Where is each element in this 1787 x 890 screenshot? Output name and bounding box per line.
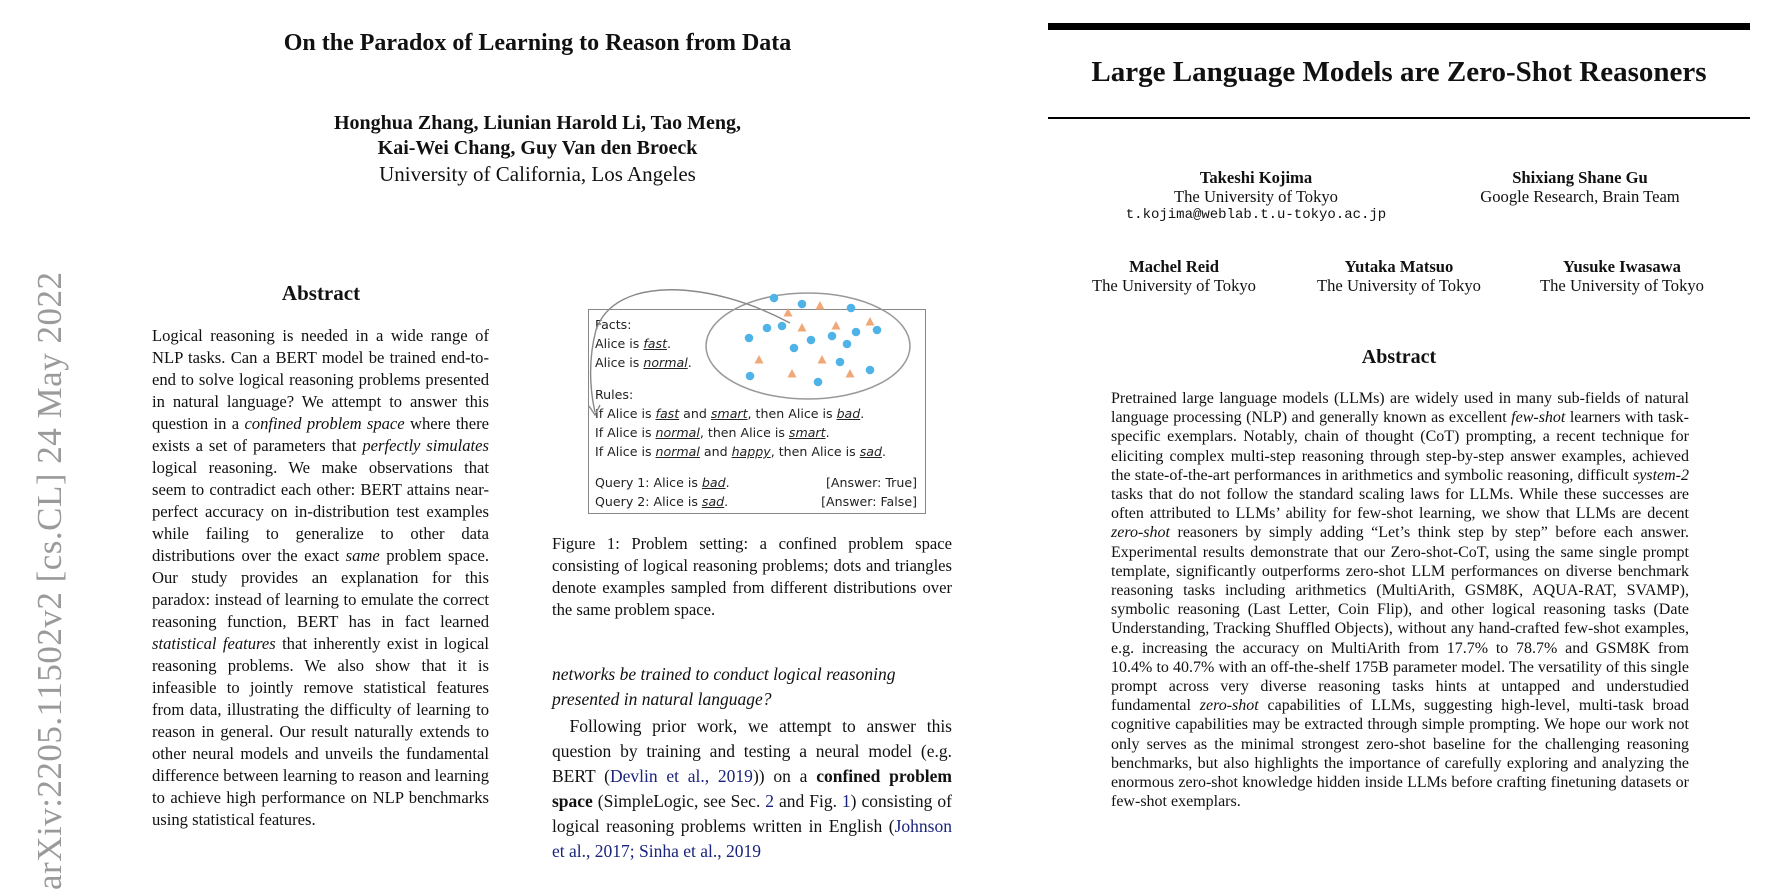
sample-triangle: [784, 308, 793, 317]
rule-2: If Alice is normal, then Alice is smart.: [595, 425, 830, 440]
sample-dot: [836, 358, 845, 367]
sample-dot: [852, 328, 861, 337]
query-2: Query 2: Alice is sad.: [595, 494, 729, 509]
author-reid: Machel Reid The University of Tokyo: [1092, 257, 1256, 295]
author-gu: Shixiang Shane Gu Google Research, Brain Team: [1480, 168, 1680, 206]
sample-dot: [778, 322, 787, 331]
sample-dot: [843, 340, 852, 349]
left-paper-title: On the Paradox of Learning to Reason from Data: [283, 30, 792, 56]
sample-marks: [745, 294, 882, 387]
sample-dot: [770, 294, 779, 303]
sample-dot: [790, 344, 799, 353]
left-body-paragraph: Following prior work, we attempt to answer this question by training and testing a neural model (e.g. BERT (Devlin et al., 2019)) on a confined problem space (SimpleLogic, see Sec. 2 and Fig. 1) consisting of logical reasoning problems written in English (Johnson et al., 2017; Sinha et al., 2019: [552, 716, 953, 861]
author-matsuo: Yutaka Matsuo The University of Tokyo: [1317, 257, 1481, 295]
author-kojima: Takeshi Kojima The University of Tokyo t.kojima@weblab.t.u-tokyo.ac.jp: [1106, 168, 1406, 225]
citation-devlin[interactable]: Devlin et al., 2019: [609, 766, 753, 786]
sample-triangle: [832, 321, 841, 330]
author-email[interactable]: t.kojima@weblab.t.u-tokyo.ac.jp: [1125, 207, 1387, 223]
sample-triangle: [798, 323, 807, 332]
rule-1: If Alice is fast and smart, then Alice is bad.: [595, 406, 865, 421]
author-iwasawa: Yusuke Iwasawa The University of Tokyo: [1540, 257, 1704, 295]
sample-dot: [873, 326, 882, 335]
facts-label: Facts:: [595, 317, 632, 332]
left-abstract-heading: Abstract: [281, 281, 361, 305]
authors-line-1: Honghua Zhang, Liunian Harold Li, Tao Meng,: [333, 112, 741, 134]
figure-1-diagram: [560, 280, 940, 430]
section-ref[interactable]: 2: [765, 791, 775, 811]
right-abstract-heading: Abstract: [1361, 346, 1437, 368]
sample-triangle: [816, 301, 825, 310]
rules-label: Rules:: [595, 387, 634, 402]
sample-dot: [763, 324, 772, 333]
sample-dot: [798, 300, 807, 309]
sample-dot: [866, 366, 875, 375]
answer-1: [Answer: True]: [826, 475, 917, 490]
sample-dot: [847, 304, 856, 313]
figure-1-caption: Figure 1: Problem setting: a confined problem space consisting of logical reasoning problems; dots and triangles denote examples sampled from different distributions over the same problem space.: [552, 534, 952, 619]
sample-triangle: [846, 369, 855, 378]
sample-dot: [746, 372, 755, 381]
title-rule-bottom: [1048, 117, 1750, 119]
sample-dot: [814, 378, 823, 387]
sample-triangle: [755, 355, 764, 364]
sample-triangle: [788, 369, 797, 378]
fact-1: Alice is fast.: [595, 336, 672, 351]
query-1: Query 1: Alice is bad.: [595, 475, 730, 490]
left-abstract-text: Logical reasoning is needed in a wide range of NLP tasks. Can a BERT model be trained end-to-end to solve logical reasoning problems presented in natural language? We attempt to answer this question in a confined problem space where there exists a set of parameters that perfectly simulates logical reasoning. We make observations that seem to contradict each other: BERT attains near-perfect accuracy on in-distribution test examples while failing to generalize to other data distributions over the exact same problem space. Our study provides an explanation for this paradox: instead of learning to emulate the correct reasoning function, BERT has in fact learned statistical features that inherently exist in logical reasoning problems. We also show that it is infeasible to jointly remove statistical features from data, illustrating the difficulty of learning to reason in general. Our result naturally extends to other neural models and unveils the fundamental difference between learning to reason and learning to achieve high performance on NLP benchmarks using statistical features.: [152, 326, 489, 829]
sample-dot: [828, 332, 837, 341]
arxiv-stamp: arXiv:2205.11502v2 [cs.CL] 24 May 2022: [30, 271, 69, 890]
right-abstract-text: Pretrained large language models (LLMs) are widely used in many sub-fields of natural language processing (NLP) and generally known as excellent few-shot learners with task-specific exemplars. Notably, chain of thought (CoT) prompting, a recent technique for eliciting complex multi-step reasoning through step-by-step answer examples, achieved the state-of-the-art performances in arithmetics and symbolic reasoning, difficult system-2 tasks that do not follow the standard scaling laws for LLMs. While these successes are often attributed to LLMs’ ability for few-shot learning, we show that LLMs are decent zero-shot reasoners by simply adding “Let’s think step by step” before each answer. Experimental results demonstrate that our Zero-shot-CoT, using the same single prompt template, significantly outperforms zero-shot LLM performances on diverse benchmark reasoning tasks including arithmetics (MultiArith, GSM8K, AQUA-RAT, SVAMP), symbolic reasoning (Last Letter, Coin Flip), and other logical reasoning tasks (Date Understanding, Tracking Shuffled Objects), without any hand-crafted few-shot examples, e.g. increasing the accuracy on MultiArith from 17.7% to 78.7% and GSM8K from 10.4% to 40.7% with an off-the-shelf 175B parameter model. The versatility of this single prompt across very diverse reasoning tasks hints at untapped and understudied fundamental zero-shot capabilities of LLMs, suggesting high-level, multi-task broad cognitive capabilities may be extracted through simple prompting. We hope our work not only serves as the minimal strongest zero-shot baseline for the challenging reasoning benchmarks, but also highlights the importance of carefully exploring and analyzing the enormous zero-shot knowledge hidden inside LLMs before crafting finetuning datasets or few-shot exemplars.: [1111, 390, 1689, 811]
sample-triangle: [818, 355, 827, 364]
figure-ref[interactable]: 1: [841, 791, 851, 811]
sample-dot: [807, 336, 816, 345]
right-paper-title: Large Language Models are Zero-Shot Reasoners: [1091, 56, 1707, 88]
sample-dot: [745, 334, 754, 343]
answer-2: [Answer: False]: [821, 494, 917, 509]
left-body-question: networks be trained to conduct logical reasoning presented in natural language?: [552, 664, 896, 709]
left-paper-authors: [180, 111, 895, 161]
fact-2: Alice is normal.: [595, 355, 692, 370]
rule-3: If Alice is normal and happy, then Alice is sad.: [595, 444, 887, 459]
title-rule-top: [1048, 23, 1750, 30]
sample-triangle: [866, 317, 875, 326]
authors-line-2: Kai-Wei Chang, Guy Van den Broeck: [377, 137, 698, 159]
left-paper-affiliation: University of California, Los Angeles: [379, 162, 696, 186]
citation-johnson-sinha[interactable]: Johnson et al., 2017; Sinha et al., 2019: [552, 816, 952, 861]
problem-space-ellipse: [706, 293, 910, 399]
